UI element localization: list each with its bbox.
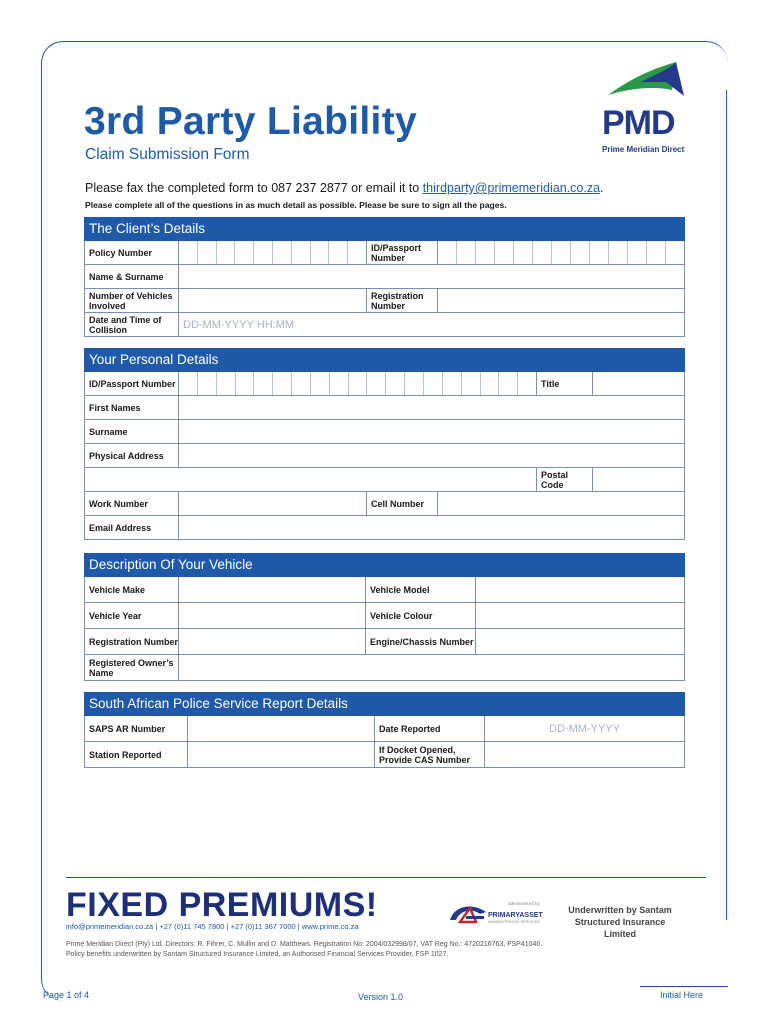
section-clients-details — [84, 217, 685, 337]
physical-address-input[interactable] — [179, 444, 684, 467]
row-vehicles — [84, 289, 685, 313]
label-registered-owner: Registered Owner’s Name — [85, 655, 179, 680]
date-reported-input[interactable] — [485, 716, 684, 741]
physical-address-line2-input[interactable] — [85, 468, 536, 491]
email-address-input[interactable] — [179, 516, 684, 539]
label-registration-number: Registration Number — [366, 289, 438, 312]
registered-owner-input[interactable] — [179, 655, 684, 680]
title-input[interactable] — [593, 372, 684, 395]
label-title: Title — [536, 372, 593, 395]
label-vehicle-model: Vehicle Model — [365, 577, 476, 602]
label-id-passport: ID/Passport Number — [85, 372, 179, 395]
row-policy-number — [84, 241, 685, 265]
label-vehicle-year: Vehicle Year — [85, 603, 179, 628]
label-work-number: Work Number — [85, 492, 179, 515]
underwritten-text: Underwritten by Santam Structured Insurance Limited — [568, 905, 672, 939]
section-personal-details — [84, 348, 685, 540]
version-label: Version 1.0 — [358, 992, 404, 1002]
section-heading: Description Of Your Vehicle — [84, 553, 685, 577]
initial-line — [640, 986, 728, 987]
name-surname-input[interactable] — [179, 265, 684, 288]
footer-contact: info@primemeridian.co.za | +27 (0)11 745 7800 | +27 (0)11 367 7000 | www.prime.co.za — [66, 922, 359, 931]
date-time-placeholder: DD-MM-YYYY HH:MM — [183, 318, 295, 331]
label-name-surname: Name & Surname — [85, 265, 179, 288]
row-owner — [84, 655, 685, 681]
vehicle-registration-input[interactable] — [179, 629, 365, 654]
row-surname — [84, 420, 685, 444]
row-id-passport — [84, 372, 685, 396]
label-engine-chassis: Engine/Chassis Number — [365, 629, 476, 654]
row-name-surname — [84, 265, 685, 289]
pa-administered: administered by — [508, 901, 540, 906]
page-frame-right — [726, 90, 727, 920]
footer-legal-line1: Prime Meridian Direct (Pty) Ltd. Directors: R. Fihrer, C. Mullin and D. Matthews. Registration No: 2004/032998/07, VAT Reg No.: 4720216763, FSP41040. — [66, 941, 543, 948]
pa-sub: ADMINISTRATIVE SERVICES — [488, 920, 540, 924]
row-email — [84, 516, 685, 540]
label-saps-ar-number: SAPS AR Number — [85, 716, 188, 741]
engine-chassis-input[interactable] — [476, 629, 684, 654]
cell-number-input[interactable] — [438, 492, 684, 515]
surname-input[interactable] — [179, 420, 684, 443]
date-reported-placeholder: DD-MM-YYYY — [549, 722, 620, 735]
instructions-line1 — [85, 181, 604, 195]
instructions-suffix: . — [600, 181, 604, 195]
row-ar-date — [84, 716, 685, 742]
label-docket-cas: If Docket Opened, Provide CAS Number — [374, 742, 485, 767]
label-email-address: Email Address — [85, 516, 179, 539]
page-subtitle: Claim Submission Form — [85, 146, 250, 163]
instructions-prefix: Please fax the completed form to 087 237 2877 or email it to — [85, 181, 423, 195]
label-policy-number: Policy Number — [85, 241, 179, 264]
footer-divider — [66, 877, 706, 878]
row-first-names — [84, 396, 685, 420]
row-date-time — [84, 313, 685, 337]
initial-here-label: Initial Here — [660, 990, 704, 1000]
row-postal-code — [84, 468, 685, 492]
label-cell-number: Cell Number — [366, 492, 438, 515]
label-first-names: First Names — [85, 396, 179, 419]
row-year-colour — [84, 603, 685, 629]
registration-number-input[interactable] — [438, 289, 684, 312]
section-heading: Your Personal Details — [84, 348, 685, 372]
page-title: 3rd Party Liability — [84, 100, 417, 143]
label-surname: Surname — [85, 420, 179, 443]
label-vehicle-make: Vehicle Make — [85, 577, 179, 602]
label-station-reported: Station Reported — [85, 742, 188, 767]
section-vehicle — [84, 553, 685, 681]
policy-number-input[interactable] — [179, 241, 366, 264]
label-id-passport: ID/Passport Number — [366, 241, 438, 264]
work-number-input[interactable] — [179, 492, 366, 515]
row-make-model — [84, 577, 685, 603]
docket-cas-input[interactable] — [485, 742, 684, 767]
vehicle-year-input[interactable] — [179, 603, 365, 628]
row-registration-engine — [84, 629, 685, 655]
section-heading: South African Police Service Report Details — [84, 692, 685, 716]
logo-text: PMD — [602, 104, 675, 142]
postal-code-input[interactable] — [593, 468, 684, 491]
vehicle-model-input[interactable] — [476, 577, 684, 602]
instructions-line2: Please complete all of the questions in as much detail as possible. Please be sure to sign all the pages. — [85, 200, 507, 210]
logo-subtext: Prime Meridian Direct — [602, 145, 685, 154]
section-saps — [84, 692, 685, 768]
personal-id-input[interactable] — [179, 372, 536, 395]
label-vehicle-registration: Registration Number — [85, 629, 179, 654]
station-reported-input[interactable] — [188, 742, 374, 767]
saps-ar-number-input[interactable] — [188, 716, 374, 741]
footer-slogan: FIXED PREMIUMS! — [66, 886, 378, 924]
vehicle-make-input[interactable] — [179, 577, 365, 602]
section-heading: The Client’s Details — [84, 217, 685, 241]
id-passport-input[interactable] — [438, 241, 684, 264]
label-vehicle-colour: Vehicle Colour — [365, 603, 476, 628]
label-vehicles-involved: Number of Vehicles Involved — [85, 289, 179, 312]
pa-name: PRIMARYASSET — [488, 912, 543, 919]
row-physical-address — [84, 444, 685, 468]
footer-legal-line2: Policy benefits underwritten by Santam Structured Insurance Limited, an Authorised Financial Services Provider, FSP 1027. — [66, 951, 449, 958]
page-number: Page 1 of 4 — [43, 990, 90, 1000]
label-date-reported: Date Reported — [374, 716, 485, 741]
label-date-time: Date and Time of Collision — [85, 313, 179, 336]
email-link[interactable]: thirdparty@primemeridian.co.za — [422, 181, 601, 195]
label-physical-address: Physical Address — [85, 444, 179, 467]
date-time-input[interactable] — [179, 313, 684, 336]
label-postal-code: Postal Code — [536, 468, 593, 491]
vehicles-involved-input[interactable] — [179, 289, 366, 312]
row-station-docket — [84, 742, 685, 768]
first-names-input[interactable] — [179, 396, 684, 419]
row-work-cell — [84, 492, 685, 516]
vehicle-colour-input[interactable] — [476, 603, 684, 628]
footer-legal — [66, 940, 586, 960]
